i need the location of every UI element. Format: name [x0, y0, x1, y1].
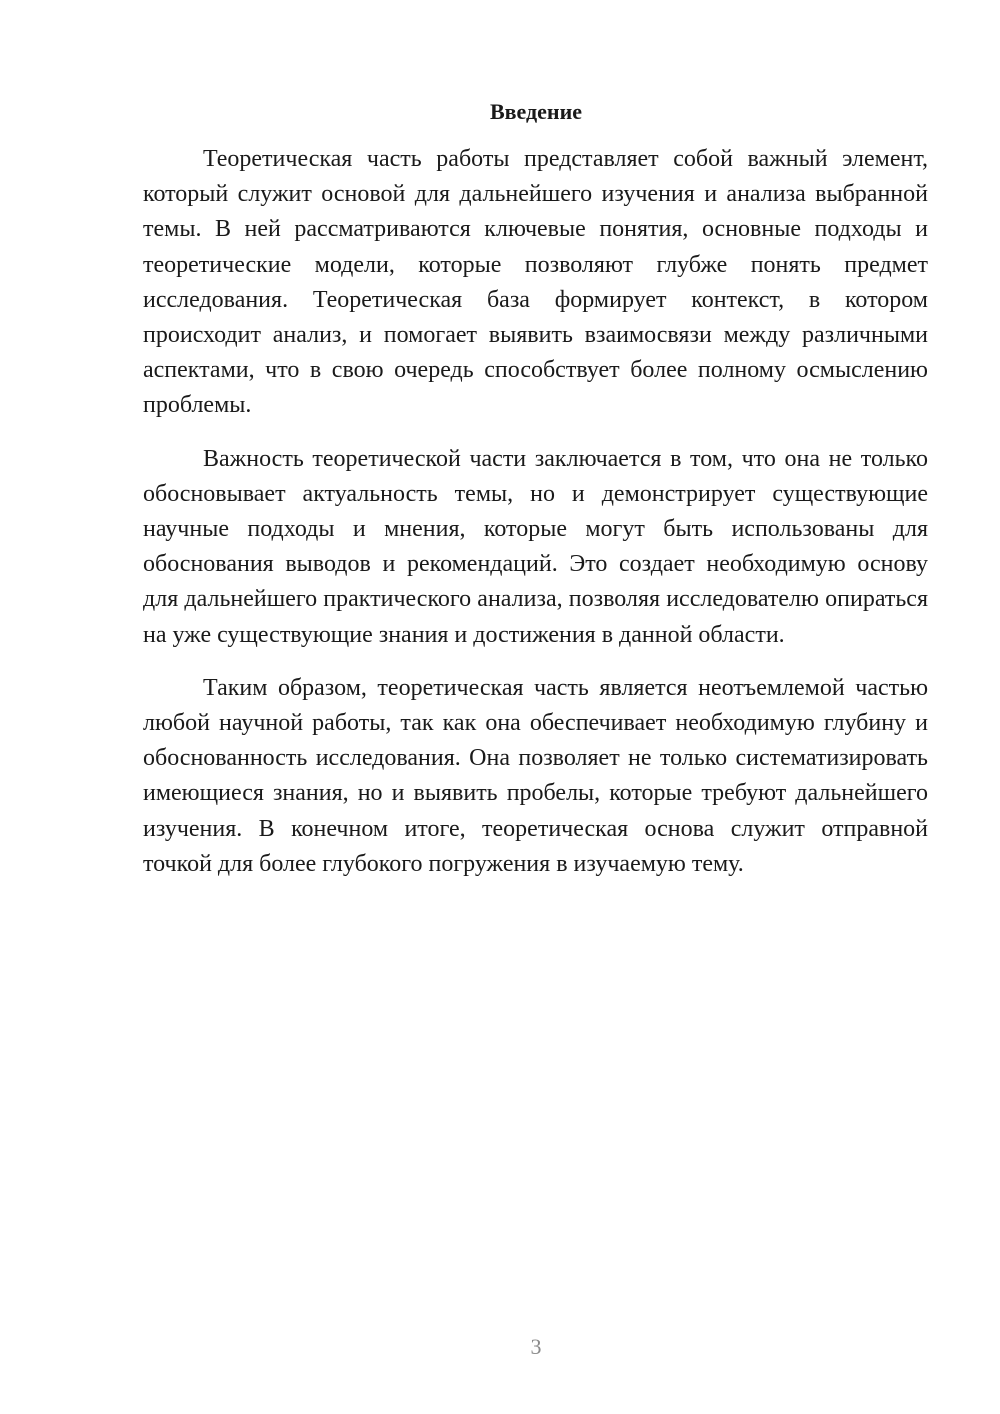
paragraph-1: Теоретическая часть работы представляет собой важный элемент, который служит основой для дальнейшего изучения и анализа выбранной темы. В ней рассматриваются ключевые понятия, основные подходы и теоретические модели, которые позволяют глубже понять предмет исследования. Теоретическая база формирует контекст, в котором происходит анализ, и помогает выявить взаимосвязи между различными аспектами, что в свою очередь способствует более полному осмыслению проблемы. [143, 146, 928, 419]
paragraph-2: Важность теоретической части заключается в том, что она не только обосновывает актуальность темы, но и демонстрирует существующие научные подходы и мнения, которые могут быть использованы для обоснования выводов и рекомендаций. Это создает необходимую основу для дальнейшего практического анализа, позволяя исследователю опираться на уже существующие знания и достижения в данной области. [143, 445, 928, 648]
paragraph-3: Таким образом, теоретическая часть является неотъемлемой частью любой научной работы, так как она обеспечивает необходимую глубину и обоснованность исследования. Она позволяет не только систематизировать имеющиеся знания, но и выявить пробелы, которые требуют дальнейшего изучения. В конечном итоге, теоретическая основа служит отправной точкой для более глубокого погружения в изучаемую тему. [143, 674, 928, 877]
body-text [143, 142, 928, 900]
section-heading: Введение [489, 99, 583, 124]
page-number: 3 [530, 1334, 542, 1359]
